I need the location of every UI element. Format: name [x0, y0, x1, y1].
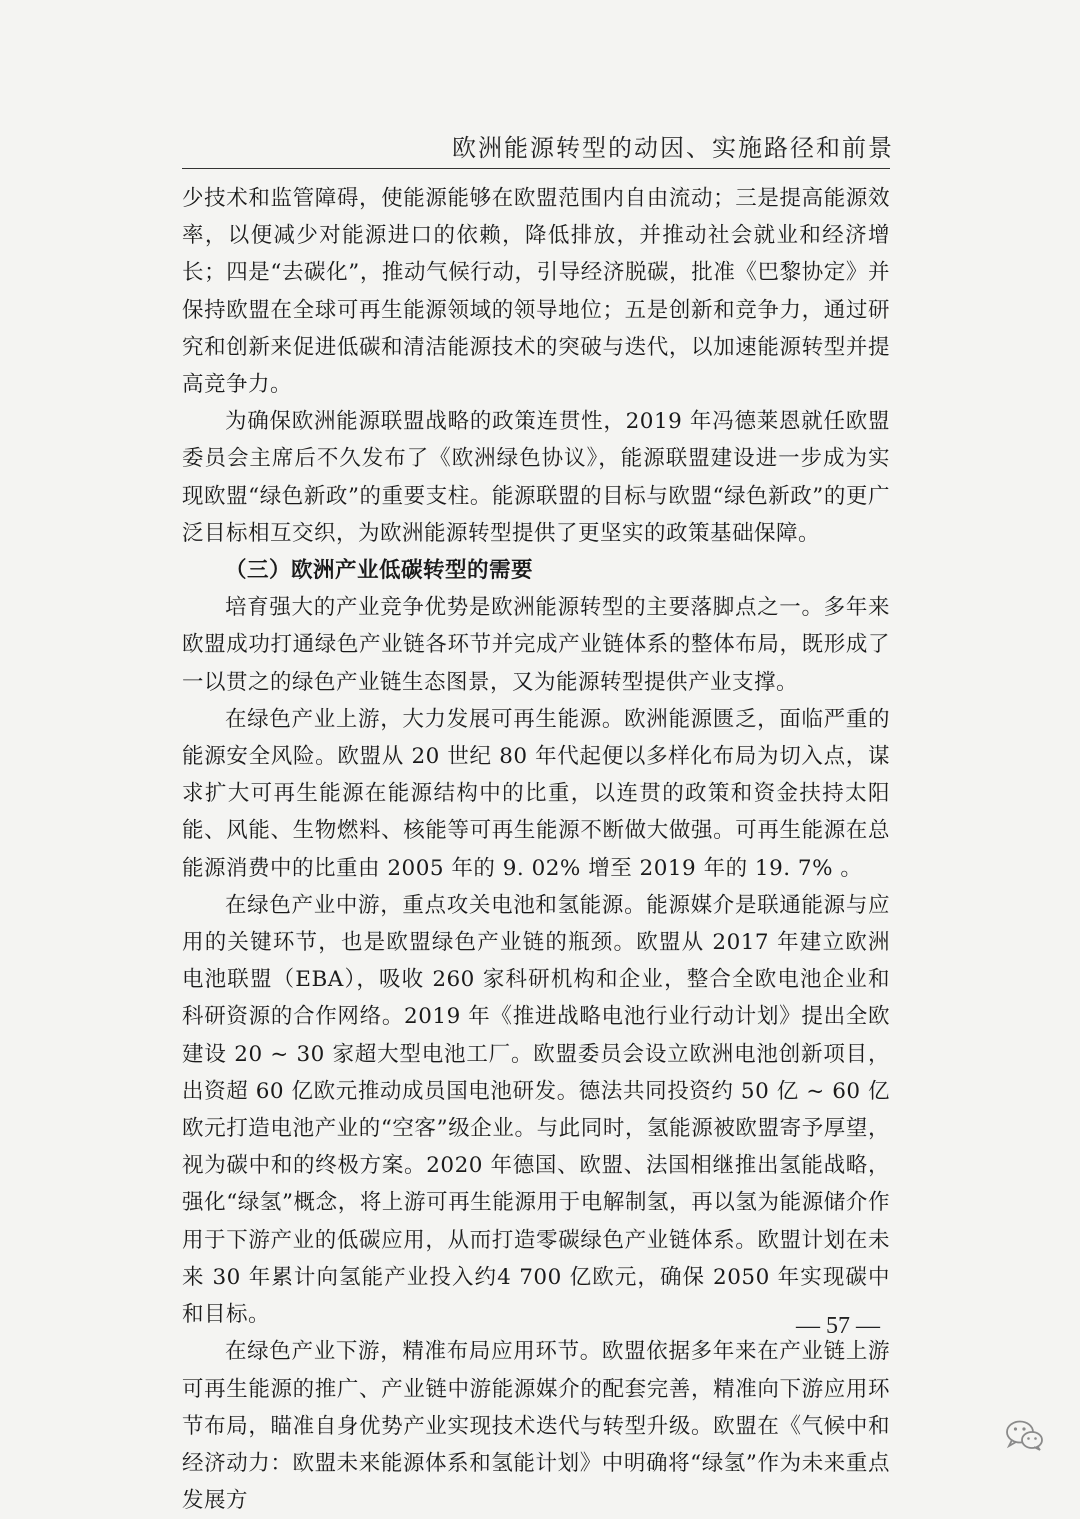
paragraph: 在绿色产业下游，精准布局应用环节。欧盟依据多年来在产业链上游可再生能源的推广、产业链中游能源媒介的配套完善，精准向下游应用环节布局，瞄准自身优势产业实现技术迭代与转型升级。欧盟在《气候中和经济动力：欧盟未来能源体系和氢能计划》中明确将“绿氢”作为未来重点发展方 — [182, 1339, 890, 1514]
paragraph: 培育强大的产业竞争优势是欧洲能源转型的主要落脚点之一。多年来欧盟成功打通绿色产业链各环节并完成产业链体系的整体布局，既形成了一以贯之的绿色产业链生态图景，又为能源转型提供产业支撑。 — [182, 595, 890, 695]
section-heading: （三）欧洲产业低碳转型的需要 — [225, 558, 534, 584]
page-number: — 57 — — [796, 1313, 880, 1339]
wechat-logo-icon — [1004, 1418, 1046, 1452]
paragraph: 为确保欧洲能源联盟战略的政策连贯性，2019 年冯德莱恩就任欧盟委员会主席后不久发布了《欧洲绿色协议》，能源联盟建设进一步成为实现欧盟“绿色新政”的重要支柱。能源联盟的目标与欧盟“绿色新政”的更广泛目标相互交织，为欧洲能源转型提供了更坚实的政策基础保障。 — [182, 409, 890, 546]
running-header: 欧洲能源转型的动因、实施路径和前景 — [452, 134, 894, 162]
paragraph: 在绿色产业中游，重点攻关电池和氢能源。能源媒介是联通能源与应用的关键环节，也是欧盟绿色产业链的瓶颈。欧盟从 2017 年建立欧洲电池联盟（EBA），吸收 260 家科研机构和企业，整合全欧电池企业和科研资源的合作网络。2019 年《推进战略电池行业行动计划》提出全欧建设 20 ~ 30 家超大型电池工厂。欧盟委员会设立欧洲电池创新项目，出资超 60 亿欧元推动成员国电池研发。德法共同投资约 50 亿 ~ 60 亿欧元打造电池产业的“空客”级企业。与此同时，氢能源被欧盟寄予厚望，视为碳中和的终极方案。2020 年德国、欧盟、法国相继推出氢能战略，强化“绿氢”概念，将上游可再生能源用于电解制氢，再以氢为能源储介作用于下游产业的低碳应用，从而打造零碳绿色产业链体系。欧盟计划在未来 30 年累计向氢能产业投入约4 700 亿欧元，确保 2050 年实现碳中和目标。 — [182, 892, 890, 1328]
paragraph: 在绿色产业上游，大力发展可再生能源。欧洲能源匮乏，面临严重的能源安全风险。欧盟从 20 世纪 80 年代起便以多样化布局为切入点，谋求扩大可再生能源在能源结构中的比重，以连贯的政策和资金扶持太阳能、风能、生物燃料、核能等可再生能源不断做大做强。可再生能源在总能源消费中的比重由 2005 年的 9. 02% 增至 2019 年的 19. 7% 。 — [182, 706, 890, 881]
paragraph-continued: 少技术和监管障碍，使能源能够在欧盟范围内自由流动；三是提高能源效率，以便减少对能源进口的依赖，降低排放，并推动社会就业和经济增长；四是“去碳化”，推动气候行动，引导经济脱碳，批准《巴黎协定》并保持欧盟在全球可再生能源领域的领导地位；五是创新和竞争力，通过研究和创新来促进低碳和清洁能源技术的突破与迭代，以加速能源转型并提高竞争力。 — [182, 186, 890, 398]
header-divider — [182, 168, 890, 169]
body-text — [182, 180, 890, 1519]
